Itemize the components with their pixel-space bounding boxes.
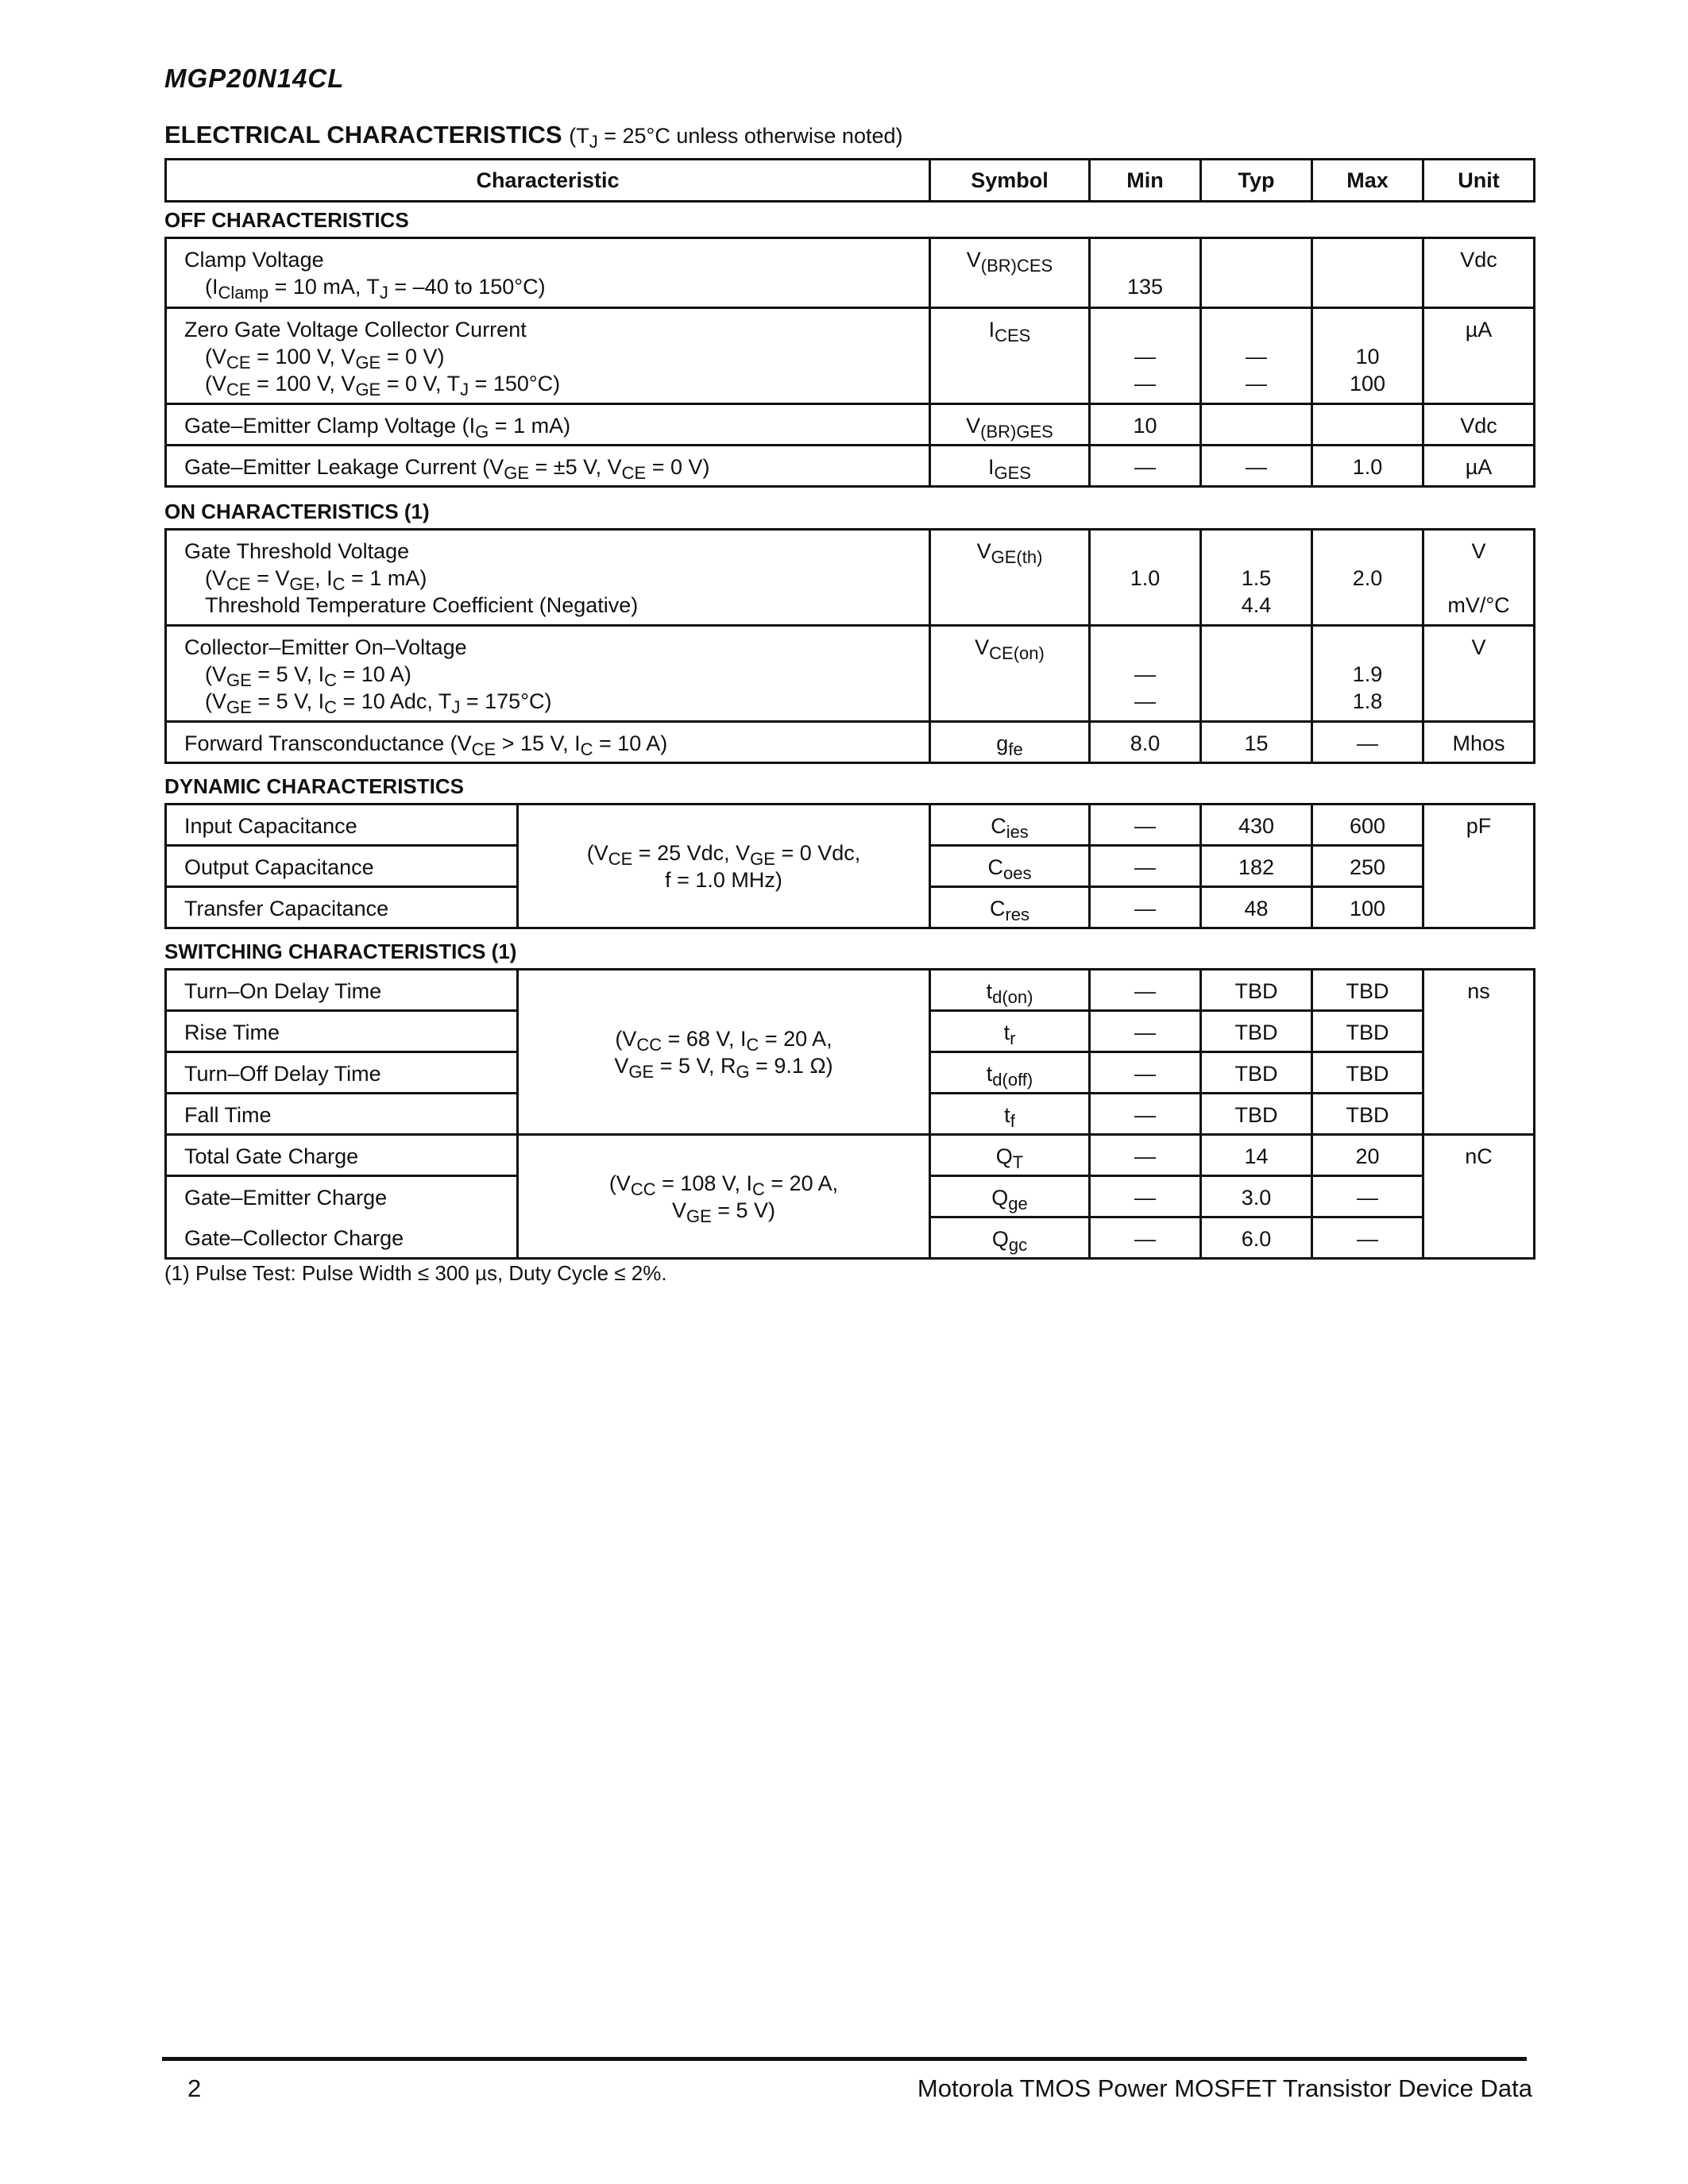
on-characteristics-table xyxy=(164,528,1535,764)
table-row: Collector–Emitter On–Voltage ($V_{GE} = 5$ V, $I_C = 10$ A) ($V_{GE} = 5$ V, $I_C = 10$ Adc, $T_J = 175^\circ C$) $V_{CE(on)}$ — — 1.9 1.8 V xyxy=(166,626,1535,722)
table-row: Zero Gate Voltage Collector Current ($V_{CE} = 100$ V, $V_{GE} = 0$ V) ($V_{CE} = 100$ V, $V_{GE} = 0$ V, $T_J = 150^\circ C$) $I_{CES}$ — — — — 10 100 µA xyxy=(166,308,1535,404)
col-characteristic: Characteristic xyxy=(166,160,930,202)
col-typ: Typ xyxy=(1201,160,1312,202)
table-row: Gate–Emitter Clamp Voltage ($I_G = 1$ mA) $V_{(BR)GES}$ 10 Vdc xyxy=(166,404,1535,446)
col-min: Min xyxy=(1090,160,1201,202)
dynamic-characteristics-label: DYNAMIC CHARACTERISTICS xyxy=(164,774,464,798)
header-table xyxy=(164,158,1535,203)
table-row: Gate–Emitter Leakage Current ($V_{GE} = \pm 5$ V, $V_{CE} = 0$ V) $I_{GES}$ — — 1.0 µA xyxy=(166,446,1535,487)
table-row: Total Gate Charge ($V_{CC} = 108$ V, $I_C = 20$ A, $V_{GE} = 5$ V) $Q_T$ — 14 20 nC xyxy=(166,1135,1535,1176)
table-row: Forward Transconductance ($V_{CE} > 15$ V, $I_C = 10$ A) $g_{fe}$ 8.0 15 — Mhos xyxy=(166,722,1535,763)
page-number: 2 xyxy=(187,2074,202,2102)
col-max: Max xyxy=(1312,160,1423,202)
switching-characteristics-table xyxy=(164,968,1535,1260)
table-row: Output Capacitance $C_{oes}$ — 182 250 xyxy=(166,846,1535,887)
table-row: Gate–Emitter Charge $Q_{ge}$ — 3.0 — xyxy=(166,1176,1535,1217)
part-number: MGP20N14CL xyxy=(164,64,345,93)
table-row: Gate Threshold Voltage ($V_{CE} = V_{GE}$, $I_C = 1$ mA) Threshold Temperature Coefficient (Negative) $V_{GE(th)}$ 1.0 1.5 4.4 2.0 V mV/°C xyxy=(166,530,1535,626)
footnote-pulse-test: (1) Pulse Test: Pulse Width ≤ 300 µs, Duty Cycle ≤ 2%. xyxy=(164,1261,667,1285)
table-row: Turn–Off Delay Time $t_{d(off)}$ — TBD TBD xyxy=(166,1052,1535,1094)
off-characteristics-label: OFF CHARACTERISTICS xyxy=(164,208,409,232)
col-unit: Unit xyxy=(1423,160,1535,202)
dynamic-characteristics-table xyxy=(164,803,1535,929)
col-symbol: Symbol xyxy=(930,160,1090,202)
off-characteristics-table xyxy=(164,237,1535,488)
electrical-characteristics-heading: ELECTRICAL CHARACTERISTICS ($T_J = 25^\circ C$ unless otherwise noted) xyxy=(164,121,903,152)
switching-characteristics-label: SWITCHING CHARACTERISTICS (1) xyxy=(164,940,517,963)
table-row: Fall Time $t_f$ — TBD TBD xyxy=(166,1094,1535,1135)
footer-publication: Motorola TMOS Power MOSFET Transistor Device Data xyxy=(917,2074,1532,2102)
table-row: Input Capacitance ($V_{CE} = 25$ Vdc, $V_{GE} = 0$ Vdc, f = 1.0 MHz) $C_{ies}$ — 430 600 pF xyxy=(166,805,1535,846)
table-row: Turn–On Delay Time ($V_{CC} = 68$ V, $I_C = 20$ A, $V_{GE} = 5$ V, $R_G = 9.1$ Ω) $t_{d(on)}$ — TBD TBD ns xyxy=(166,970,1535,1011)
table-row: Gate–Collector Charge $Q_{gc}$ — 6.0 — xyxy=(166,1217,1535,1259)
on-characteristics-label: ON CHARACTERISTICS (1) xyxy=(164,500,430,523)
table-row: Clamp Voltage ($I_{Clamp} = 10$ mA, $T_J = -40$ to 150°C) $V_{(BR)CES}$ 135 Vdc xyxy=(166,238,1535,308)
table-row: Rise Time $t_r$ — TBD TBD xyxy=(166,1011,1535,1052)
table-row: Transfer Capacitance $C_{res}$ — 48 100 xyxy=(166,887,1535,928)
footer-rule xyxy=(162,2057,1527,2061)
